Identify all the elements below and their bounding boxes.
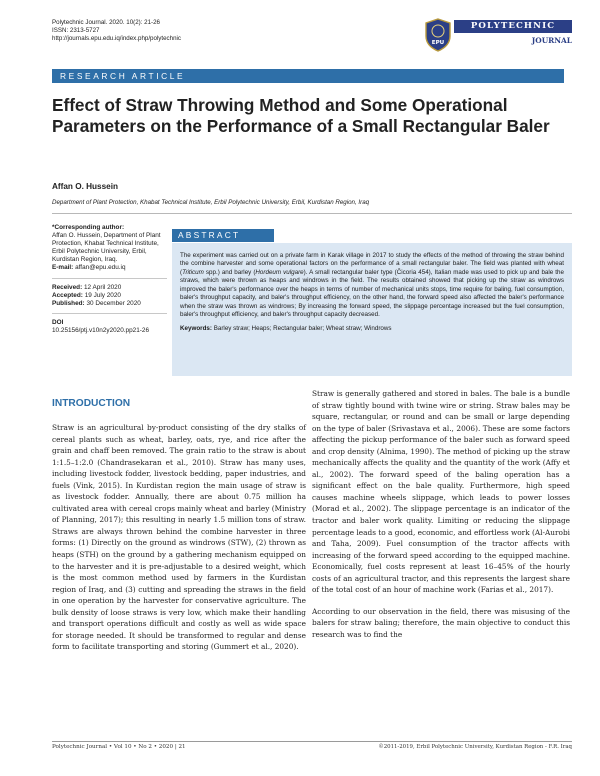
- email-link[interactable]: affan@epu.edu.iq: [75, 264, 126, 272]
- author-name: Affan O. Hussein: [52, 182, 118, 191]
- keywords-line: [180, 325, 564, 333]
- corresponding-author-text: Affan O. Hussein, Department of Plant Protection, Khabat Technical Institute, Erbil Polytechnic University, Erbil, Kurdistan Region, Iraq.: [52, 232, 161, 264]
- body-column-right: [312, 388, 570, 640]
- email-label: E-mail:: [52, 264, 74, 272]
- header-divider: [52, 213, 572, 214]
- journal-logo: [424, 18, 574, 52]
- brand-name: POLYTECHNIC: [454, 20, 572, 33]
- footer-journal-info: Polytechnic Journal • Vol 10 • No 2 • 2020 | 21: [52, 744, 186, 750]
- species-name: Triticum: [182, 268, 204, 276]
- species-name: Hordeum vulgare: [255, 268, 304, 276]
- accepted-label: Accepted:: [52, 291, 83, 299]
- doi-link[interactable]: 10.25156/ptj.v10n2y2020.pp21-26: [52, 326, 150, 334]
- dates-block: [52, 284, 167, 308]
- issn: ISSN: 2313-5727: [52, 27, 100, 34]
- received-label: Received:: [52, 283, 83, 291]
- intro-paragraph: Straw is an agricultural by-product consisting of the dry stalks of cereal plants such as wheat, barley, oats, rye, and rice after the grain and chaff been removed. The grain ratio to the straw is about 1:1.5–1:2.0 (Chandrasekaran et al., 2010). Straw has many uses, including livestock fodder, livestock bedding, paper industries, and fuels (Vink, 2015). In Kurdistan region the main usage of straw is as livestock fodder. Annually, there are about 0.75 million ha cultivated area with cereal crops mainly wheat and barley (Ministry of Planning, 2017); this resulting in nearly 1.5 million tons of straw. Straws are always thrown behind the combine harvester in three forms: (1) Directly on the ground as windrows (STW), (2) thrown as heaps (STH) on the ground by a gathering mechanism equipped on to the harvester and it is pre-adjustable to a desired weight, which is the most common method used by farmers in the Kurdistan region of Iraq, and (3) cutting and spreading the straws in the field in one operation by the harvester for conservative agriculture. The bulk density of loose straws is very low, which make their handling and transport operations difficult and costly as well as wide space for storage needed. It should be transformed to regular and dense form to facilitate transporting and storing (Gummert et al., 2020).: [52, 423, 306, 652]
- abstract-part: spp.) and barley (: [203, 268, 256, 276]
- article-info-sidebar: [52, 224, 167, 340]
- keywords-label: Keywords:: [180, 324, 212, 332]
- accepted-date: 19 July 2020: [84, 291, 121, 299]
- corresponding-author-label: *Corresponding author:: [52, 224, 125, 231]
- doi-block: [52, 319, 167, 335]
- received-date: 12 April 2020: [83, 283, 122, 291]
- abstract-box: [172, 243, 572, 376]
- abstract-part: The experiment was carried out on a private farm in Karak village in 2017 to study the effects of the method of throwing the straw behind the combine harvester and some operational factors on the performance of a small rectangular baler. The field was planted with wheat (: [180, 252, 564, 276]
- sidebar-divider: [52, 313, 167, 314]
- intro-paragraph: According to our observation in the field, there was misusing of the balers for straw baling; therefore, the main objective to conduct this research was to find the: [312, 606, 570, 639]
- emblem-text: EPU: [431, 40, 445, 46]
- footer-copyright: ©2011-2019, Erbil Polytechnic University, Kurdistan Region - F.R. Iraq: [378, 744, 572, 750]
- published-label: Published:: [52, 299, 85, 307]
- intro-paragraph: Straw is generally gathered and stored in bales. The bale is a bundle of straw tightly bound with twine wire or string. Straw bales may be square, rectangular, or round and can be small or large depending on the type of baler (Srivastava et al., 2006). These are some factors affecting the pickup performance of the baler such as forward speed and crop density (Alnima, 1990). The method of picking up the straw mechanically affects the quality and the quantity of the work (Affy et al., 2002). The forward speed of the baling operation has a significant effect on the bale quality. Furthermore, high speed causes machine wheels slippage, which leads to power losses (Morad et al., 2002). The slippage percentage is an indicator of the tractor and baler work quality. Limiting or reducing the slippage percentage leads to a good, economic, and effortless work (Al-Aurobi and Taha, 2009). Fuel consumption of the tractor affects with increasing of the forward speed according to the equipped machine. Economically, fuel costs represent at least 16–45% of the hourly costs of an agricultural tractor, and this represents the largest share of the total cost of an hour of machine work (Farias et al., 2017).: [312, 389, 570, 595]
- paper-title: Effect of Straw Throwing Method and Some Operational Parameters on the Performance of a Small Rectangular Baler: [52, 95, 550, 137]
- abstract-part: ). A small rectangular baler type (Čicoria 454), Italian made was used to pick up and bale the straws, which were thrown as heaps and windrows in the field. The results obtained showed that picking up the straw as windrows improved the baler's performance over the heaps in terms of number of mechanical units stops, time require for baling, fuel consumption, baler's throughput capacity, and baler's throughput efficiency, on the other hand, the forward speed also affected the baler's performance when the straw was thrown as windrows; By increasing the forward speed, the slippage percentage increased but the fuel consumption, baler's throughput efficiency, and baler's throughput capacity decreased.: [180, 268, 564, 319]
- corresponding-author-block: [52, 224, 167, 273]
- introduction-heading: INTRODUCTION: [52, 398, 131, 409]
- keywords-list: Barley straw; Heaps; Rectangular baler; Wheat straw; Windrows: [213, 324, 392, 332]
- abstract-text: [180, 252, 564, 320]
- journal-url[interactable]: http://journals.epu.edu.iq/index.php/polytechnic: [52, 35, 181, 42]
- footer-divider: [52, 741, 572, 742]
- brand-subtitle: JOURNAL: [531, 36, 572, 45]
- journal-citation: Polytechnic Journal. 2020. 10(2): 21-26: [52, 19, 161, 26]
- university-emblem-icon: [424, 18, 452, 52]
- doi-label: DOI: [52, 318, 64, 326]
- published-date: 30 December 2020: [86, 299, 141, 307]
- abstract-heading: ABSTRACT: [172, 229, 274, 242]
- article-type-band: RESEARCH ARTICLE: [52, 69, 564, 83]
- sidebar-divider: [52, 278, 167, 279]
- body-column-left: [52, 422, 306, 653]
- author-affiliation: Department of Plant Protection, Khabat Technical Institute, Erbil Polytechnic University, Erbil, Kurdistan Region, Iraq: [52, 199, 370, 206]
